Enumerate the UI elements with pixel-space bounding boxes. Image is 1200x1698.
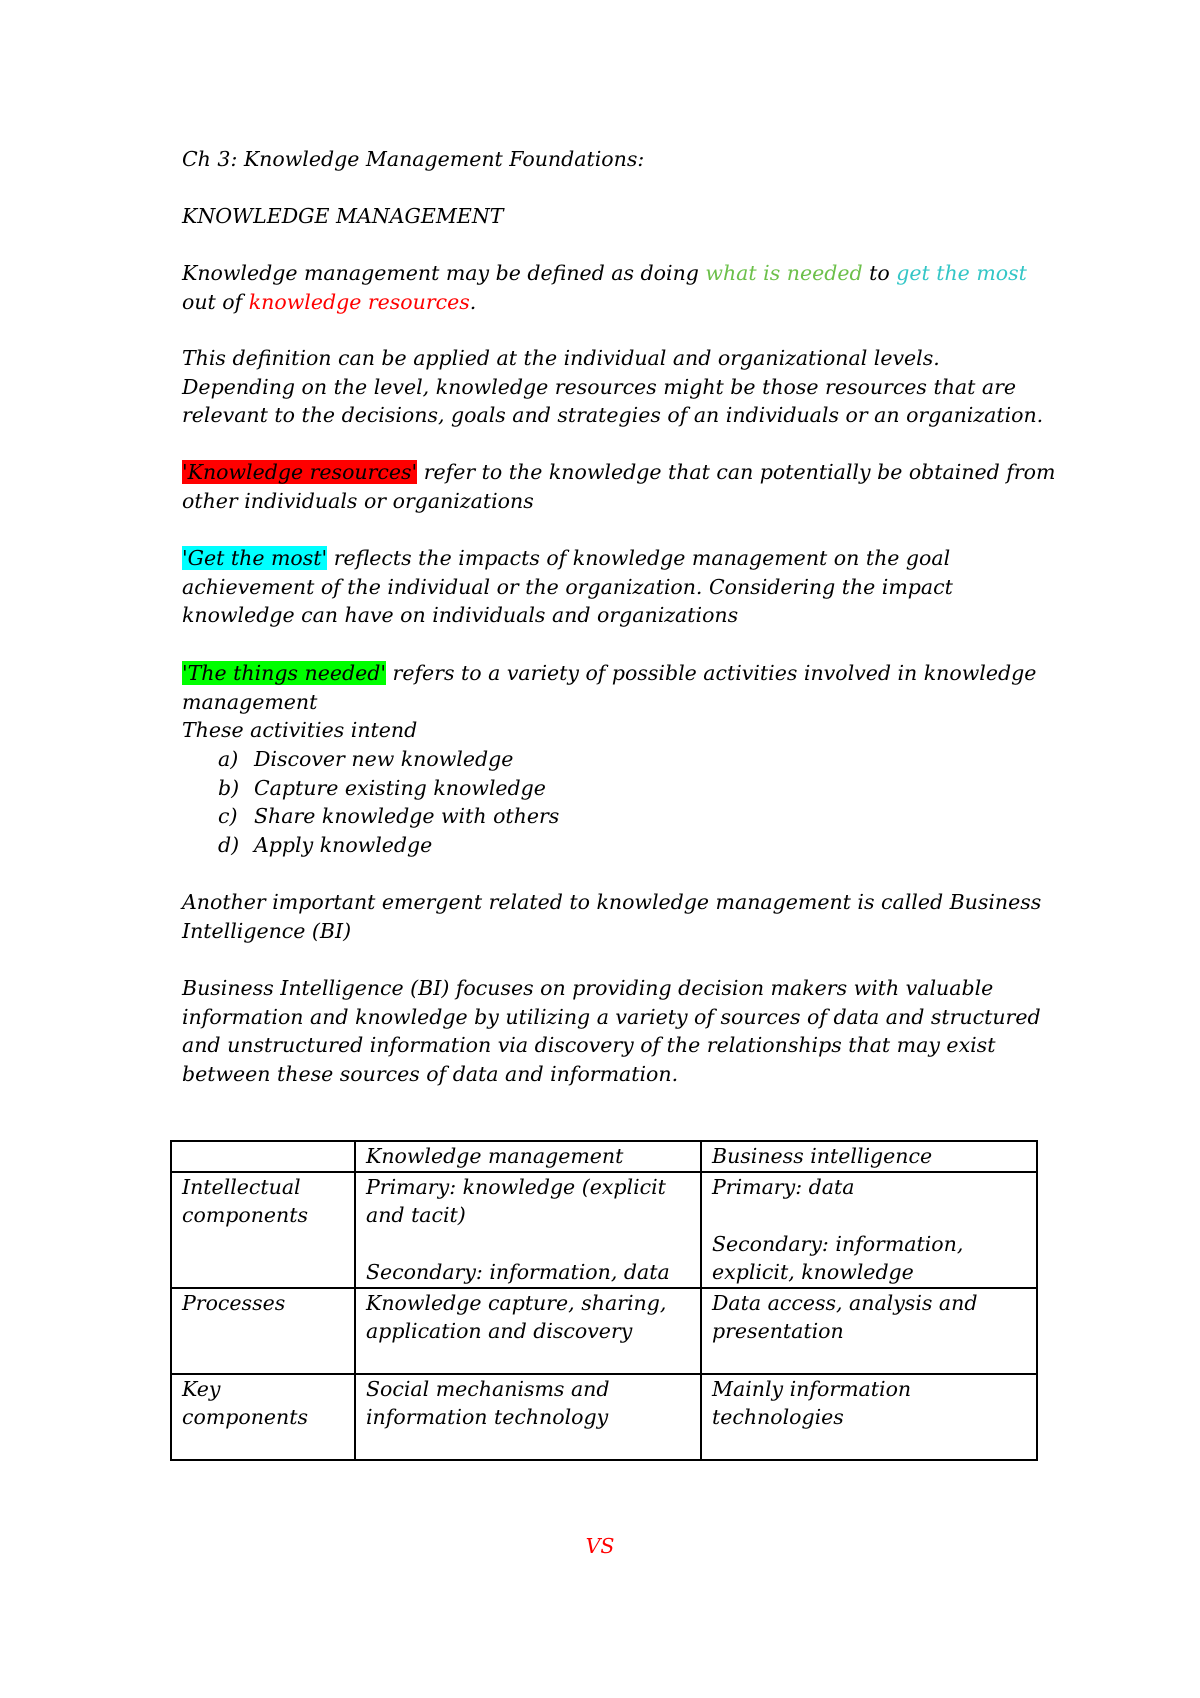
bi-def-line-4: between these sources of data and information. [182, 1061, 679, 1086]
gtm-line-3: knowledge can have on individuals and organizations [182, 603, 739, 627]
cell-line: Secondary: information, [712, 1231, 964, 1256]
kr-line-1-text: refer to the knowledge that can potentially be obtained from [417, 460, 1056, 484]
cell-line [712, 1201, 1026, 1230]
cell-line: Mainly information [712, 1376, 912, 1401]
gtm-highlighted-term: 'Get the most' [182, 546, 328, 570]
ttn-line-1-text: refers to a variety of possible activities involved in knowledge [386, 661, 1037, 685]
kr-line-1 [182, 458, 1062, 487]
ttn-line-2: management [182, 689, 318, 714]
list-item [218, 831, 559, 860]
bi-intro-line-2: Intelligence (BI) [182, 918, 352, 943]
cell-line: application and discovery [366, 1319, 633, 1343]
definition-text-2: to [862, 261, 897, 285]
cell-line: explicit, knowledge [712, 1260, 914, 1284]
cell-line: Key [182, 1376, 221, 1401]
what-is-needed-phrase: what is needed [705, 261, 863, 285]
list-item-text: Discover new knowledge [254, 747, 514, 771]
table-cell-km [355, 1172, 701, 1288]
kr-highlighted-term: 'Knowledge resources' [182, 460, 418, 484]
cell-line: components [182, 1203, 309, 1227]
gtm-line-1-text: reflects the impacts of knowledge management on the goal [327, 546, 951, 570]
cell-line: components [182, 1405, 309, 1429]
things-needed-paragraph [182, 659, 1062, 745]
table-row-label [171, 1374, 355, 1460]
gtm-line-2: achievement of the individual or the organization. Considering the impact [182, 574, 953, 599]
list-marker: b) [218, 775, 240, 800]
list-marker: d) [218, 832, 240, 857]
cell-line: Data access, analysis and [712, 1290, 978, 1315]
ttn-line-3: These activities intend [182, 718, 418, 742]
list-item [218, 774, 559, 803]
list-item-text: Apply knowledge [254, 832, 433, 857]
bi-intro-line-1: Another important emergent related to knowledge management is called Business [182, 890, 1042, 914]
cell-line: and tacit) [366, 1203, 466, 1227]
table-header-cell [171, 1141, 355, 1172]
table-cell-km [355, 1288, 701, 1374]
levels-line-2: Depending on the level, knowledge resources might be those resources that are [182, 374, 1017, 399]
definition-text-1: Knowledge management may be defined as doing [182, 261, 706, 285]
table-header-cell: Business intelligence [701, 1141, 1037, 1172]
cell-line: information technology [366, 1405, 609, 1429]
cell-line: Processes [182, 1290, 286, 1315]
chapter-title [182, 145, 1062, 174]
table-cell-bi [701, 1288, 1037, 1374]
list-marker: a) [218, 747, 239, 771]
definition-text-4: . [469, 289, 477, 314]
list-item-text: Share knowledge with others [254, 804, 560, 828]
cell-line: presentation [712, 1319, 844, 1343]
cell-line: Secondary: information, data [366, 1260, 670, 1284]
page-footer: VS [585, 1534, 615, 1558]
definition-text-3: out of [182, 289, 249, 314]
table-cell-bi [701, 1374, 1037, 1460]
knowledge-resources-paragraph [182, 458, 1062, 515]
bi-def-line-1: Business Intelligence (BI) focuses on providing decision makers with valuable [182, 976, 994, 1000]
levels-line-1: This definition can be applied at the individual and organizational levels. [182, 346, 940, 370]
cell-line: Primary: data [712, 1174, 855, 1199]
table-row [171, 1288, 1037, 1374]
table-row [171, 1172, 1037, 1288]
table-cell-bi [701, 1172, 1037, 1288]
cell-line: Social mechanisms and [366, 1376, 610, 1401]
table-header-cell: Knowledge management [355, 1141, 701, 1172]
table-header-row [171, 1141, 1037, 1172]
section-heading-text: KNOWLEDGE MANAGEMENT [182, 204, 504, 228]
cell-line [366, 1230, 690, 1259]
list-marker: c) [218, 804, 238, 828]
definition-line-2 [182, 288, 1062, 317]
bi-def-line-3: and unstructured information via discovery of the relationships that may exist [182, 1033, 996, 1057]
knowledge-resources-phrase: knowledge resources [248, 289, 470, 314]
list-item [218, 802, 559, 831]
gtm-line-1 [182, 544, 1062, 573]
section-heading [182, 202, 1062, 231]
cell-line: Intellectual [182, 1174, 301, 1199]
list-item-text: Capture existing knowledge [254, 775, 546, 800]
cell-line: Primary: knowledge (explicit [366, 1174, 666, 1199]
table-row-label [171, 1172, 355, 1288]
chapter-title-text: Ch 3: Knowledge Management Foundations: [182, 147, 645, 171]
bi-intro-paragraph [182, 888, 1062, 945]
kr-line-2: other individuals or organizations [182, 488, 534, 513]
activities-list [218, 745, 559, 859]
bi-definition-paragraph [182, 974, 1062, 1088]
cell-line: technologies [712, 1405, 844, 1429]
ttn-line-1 [182, 659, 1062, 688]
levels-line-3: relevant to the decisions, goals and strategies of an individuals or an organization. [182, 403, 1044, 427]
ttn-highlighted-term: 'The things needed' [182, 661, 386, 685]
table-cell-km [355, 1374, 701, 1460]
definition-paragraph [182, 259, 1062, 316]
bi-def-line-2: information and knowledge by utilizing a variety of sources of data and structured [182, 1004, 1041, 1029]
definition-line-1 [182, 259, 1062, 288]
comparison-table [170, 1140, 1038, 1461]
table-row [171, 1374, 1037, 1460]
cell-line: Knowledge capture, sharing, [366, 1290, 667, 1315]
get-the-most-phrase: get the most [896, 261, 1027, 285]
list-item [218, 745, 559, 774]
levels-paragraph [182, 344, 1062, 430]
table-row-label [171, 1288, 355, 1374]
get-the-most-paragraph [182, 544, 1062, 630]
